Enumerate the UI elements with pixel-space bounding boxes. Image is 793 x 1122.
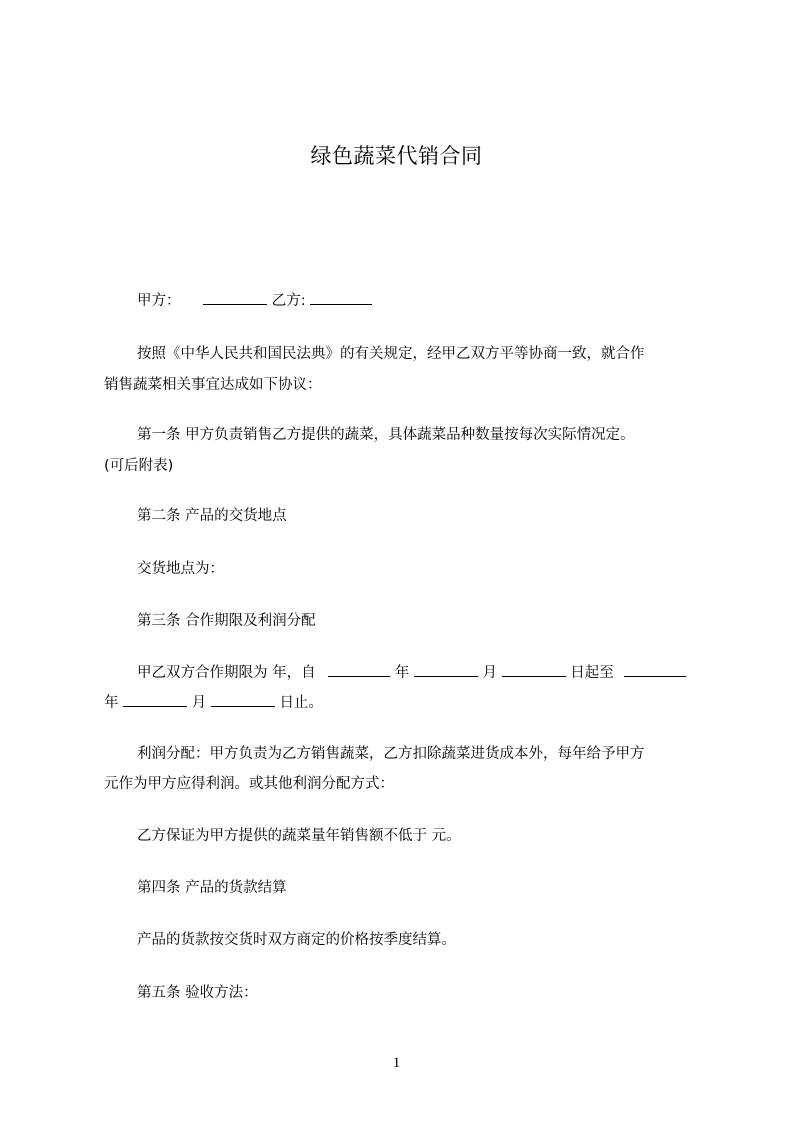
intro-line-2: 销售蔬菜相关事宜达成如下协议：	[104, 377, 322, 393]
month-label: 月	[482, 665, 498, 681]
start-month-blank	[414, 660, 478, 677]
day-from-label: 日起至	[570, 665, 619, 681]
end-year-label: 年	[104, 695, 119, 711]
period-line-2	[104, 688, 702, 719]
end-year-blank	[624, 660, 686, 677]
profit-line-2: 元作为甲方应得利润。或其他利润分配方式：	[104, 776, 394, 792]
end-month-blank	[123, 690, 187, 707]
article-4-text: 产品的货款按交货时双方商定的价格按季度结算。	[137, 932, 456, 948]
article-2-heading: 第二条 产品的交货地点	[137, 508, 287, 524]
intro-line-1: 按照《中华人民共和国民法典》的有关规定，经甲乙双方平等协商一致，就合作	[137, 346, 645, 362]
article-4-heading: 第四条 产品的货款结算	[137, 880, 287, 896]
article-3-heading: 第三条 合作期限及利润分配	[137, 613, 316, 629]
article-2-text: 交货地点为：	[137, 561, 224, 577]
end-day-blank	[211, 690, 275, 707]
article-1-line-1: 第一条 甲方负责销售乙方提供的蔬菜，具体蔬菜品种数量按每次实际情况定。	[137, 427, 635, 443]
article-1-line-2: (可后附表)	[104, 458, 174, 474]
start-year-blank	[328, 660, 390, 677]
period-prefix: 甲乙双方合作期限为 年，自	[137, 665, 321, 681]
page-number: 1	[392, 1055, 401, 1071]
period-line-1	[104, 658, 735, 689]
guarantee-line: 乙方保证为甲方提供的蔬菜量年销售额不低于 元。	[137, 828, 461, 844]
party-b-label: 乙方:	[271, 293, 306, 309]
document-title: 绿色蔬菜代销合同	[310, 144, 483, 168]
year-label: 年	[394, 665, 410, 681]
party-a-label: 甲方：	[137, 293, 181, 309]
end-month-label: 月	[191, 695, 207, 711]
start-day-blank	[502, 660, 566, 677]
parties-line	[104, 286, 735, 317]
end-day-label: 日止。	[279, 695, 323, 711]
profit-line-1: 利润分配：甲方负责为乙方销售蔬菜，乙方扣除蔬菜进货成本外，每年给予甲方	[137, 746, 645, 762]
party-b-blank	[310, 288, 372, 305]
article-5-heading: 第五条 验收方法：	[137, 985, 258, 1001]
party-a-blank	[203, 288, 267, 305]
